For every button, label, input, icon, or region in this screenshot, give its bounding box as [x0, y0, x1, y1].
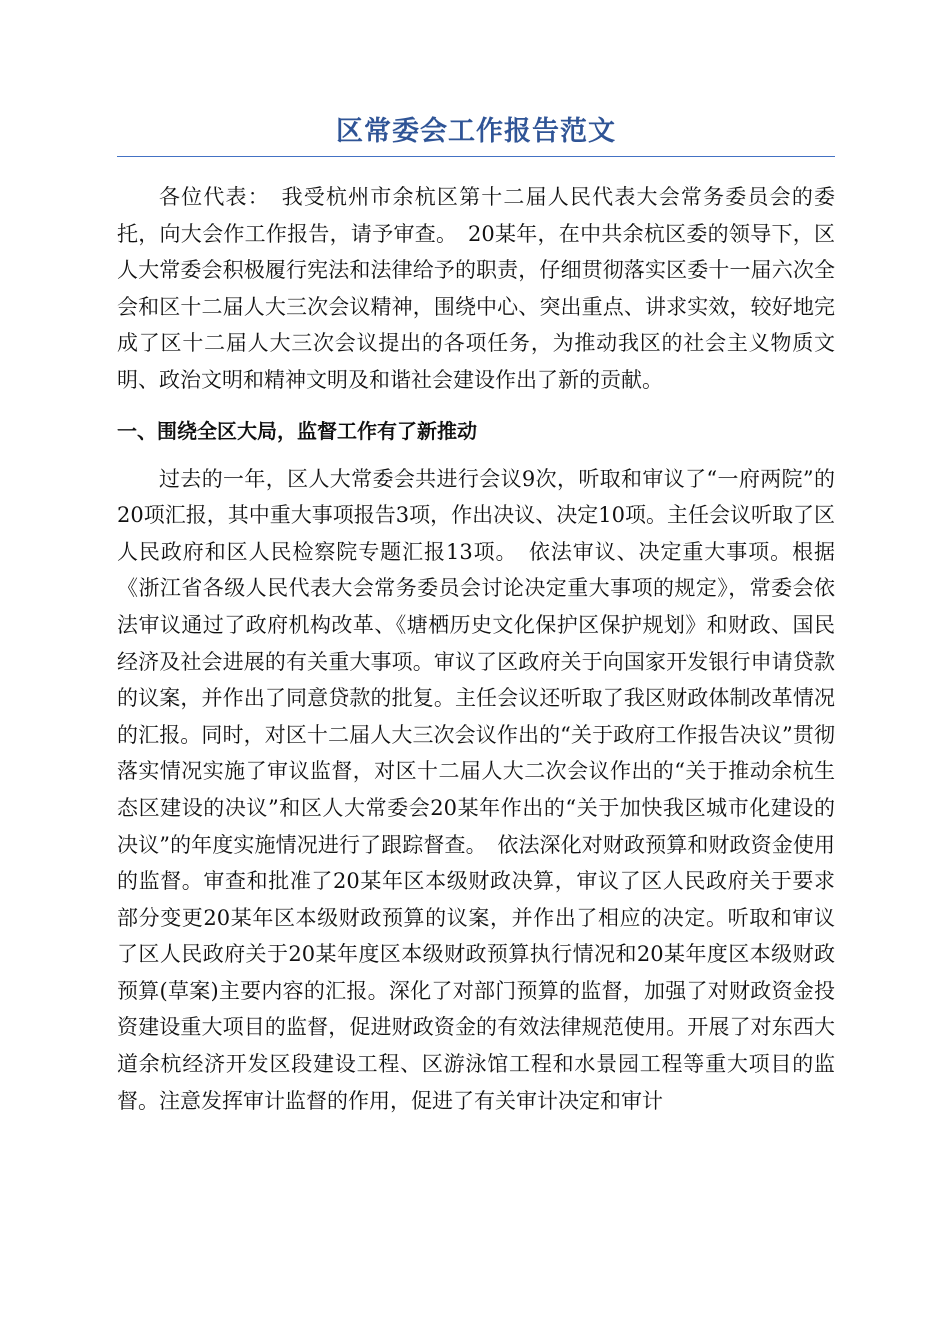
- section-paragraph: 过去的一年，区人大常委会共进行会议9次，听取和审议了“一府两院”的20项汇报，其中重大事项报告3项，作出决议、决定10项。主任会议听取了区人民政府和区人民检察院专题汇报13项。 依法审议、决定重大事项。根据《浙江省各级人民代表大会常务委员会讨论决定重大事项的规定》，常委会依法审议通过了政府机构改革、《塘栖历史文化保护区保护规划》和财政、国民经济及社会进展的有关重大事项。审议了区政府关于向国家开发银行申请贷款的议案，并作出了同意贷款的批复。主任会议还听取了我区财政体制改革情况的汇报。同时，对区十二届人大三次会议作出的“关于政府工作报告决议”贯彻落实情况实施了审议监督，对区十二届人大二次会议作出的“关于推动余杭生态区建设的决议”和区人大常委会20某年作出的“关于加快我区城市化建设的决议”的年度实施情况进行了跟踪督查。 依法深化对财政预算和财政资金使用的监督。审查和批准了20某年区本级财政决算，审议了区人民政府关于要求部分变更20某年区本级财政预算的议案，并作出了相应的决定。听取和审议了区人民政府关于20某年度区本级财政预算执行情况和20某年度区本级财政预算(草案)主要内容的汇报。深化了对部门预算的监督，加强了对财政资金投资建设重大项目的监督，促进财政资金的有效法律规范使用。开展了对东西大道余杭经济开发区段建设工程、区游泳馆工程和水景园工程等重大项目的监督。注意发挥审计监督的作用，促进了有关审计决定和审计: [117, 466, 835, 1113]
- document-page: [117, 110, 835, 1119]
- section-heading: 一、围绕全区大局，监督工作有了新推动: [117, 418, 477, 443]
- opening-paragraph: 各位代表： 我受杭州市余杭区第十二届人民代表大会常务委员会的委托，向大会作工作报告，请予审查。 20某年，在中共余杭区委的领导下，区人大常委会积极履行宪法和法律给予的职责，仔细贯彻落实区委十一届六次全会和区十二届人大三次会议精神，围绕中心、突出重点、讲求实效，较好地完成了区十二届人大三次会议提出的各项任务，为推动我区的社会主义物质文明、政治文明和精神文明及和谐社会建设作出了新的贡献。: [117, 185, 835, 392]
- document-title: 区常委会工作报告范文: [117, 110, 835, 157]
